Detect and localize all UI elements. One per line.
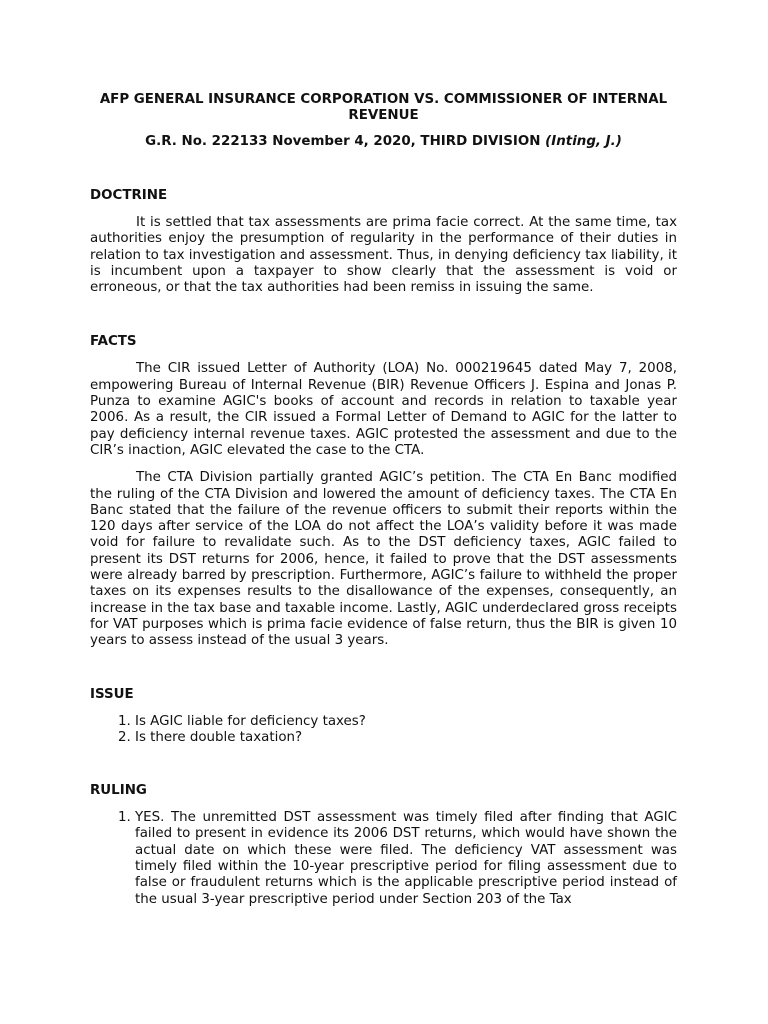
doctrine-heading: DOCTRINE — [90, 188, 168, 203]
issue-item: 2. Is there double taxation? — [135, 730, 677, 746]
ponente: (Inting, J.) — [545, 134, 622, 149]
facts-paragraph: The CTA Division partially granted AGIC’s petition. The CTA En Banc modified the ruling of the CTA Division and lowered the amount of deficiency taxes. The CTA En Banc stated that the failure of the revenue officers to submit their reports within the 120 days after service of the LOA do not affect the LOA’s validity before it was made void for failure to revalidate such. As to the DST deficiency taxes, AGIC failed to present its DST returns for 2006, hence, it failed to prove that the DST assessments were already barred by prescription. Furthermore, AGIC’s failure to withheld the proper taxes on its expenses results to the disallowance of the expenses, consequently, an increase in the tax base and taxable income. Lastly, AGIC underdeclared gross receipts for VAT purposes which is prima facie evidence of false return, thus the BIR is given 10 years to assess instead of the usual 3 years. — [90, 470, 677, 649]
ruling-list — [90, 810, 677, 908]
issue-heading: ISSUE — [90, 686, 134, 702]
doctrine-paragraph: It is settled that tax assessments are prima facie correct. At the same time, tax authorities enjoy the presumption of regularity in the performance of their duties in relation to tax investigation and assessment. Thus, in denying deficiency tax liability, it is incumbent upon a taxpayer to show clearly that the assessment is void or erroneous, or that the tax authorities had been remiss in issuing the same. — [90, 215, 677, 296]
case-citation — [90, 134, 677, 150]
citation-text: G.R. No. 222133 November 4, 2020, THIRD DIVISION — [145, 134, 546, 149]
issue-list — [90, 714, 677, 747]
facts-heading: FACTS — [90, 334, 137, 350]
document-page — [90, 92, 677, 908]
issue-item: 1. Is AGIC liable for deficiency taxes? — [135, 714, 677, 730]
ruling-item: 1. YES. The unremitted DST assessment was timely filed after finding that AGIC failed to present in evidence its 2006 DST returns, which would have shown the actual date on which these were filed. The deficiency VAT assessment was timely filed within the 10-year prescriptive period for filing assessment due to false or fraudulent returns which is the applicable prescriptive period instead of the usual 3-year prescriptive period under Section 203 of the Tax — [135, 810, 677, 908]
facts-paragraph: The CIR issued Letter of Authority (LOA) No. 000219645 dated May 7, 2008, empowering Bureau of Internal Revenue (BIR) Revenue Officers J. Espina and Jonas P. Punza to examine AGIC's books of account and records in relation to taxable year 2006. As a result, the CIR issued a Formal Letter of Demand to AGIC for the latter to pay deficiency internal revenue taxes. AGIC protested the assessment and due to the CIR’s inaction, AGIC elevated the case to the CTA. — [90, 361, 677, 458]
case-title: AFP GENERAL INSURANCE CORPORATION VS. COMMISSIONER OF INTERNAL REVENUE — [99, 92, 668, 123]
ruling-heading: RULING — [90, 783, 147, 799]
